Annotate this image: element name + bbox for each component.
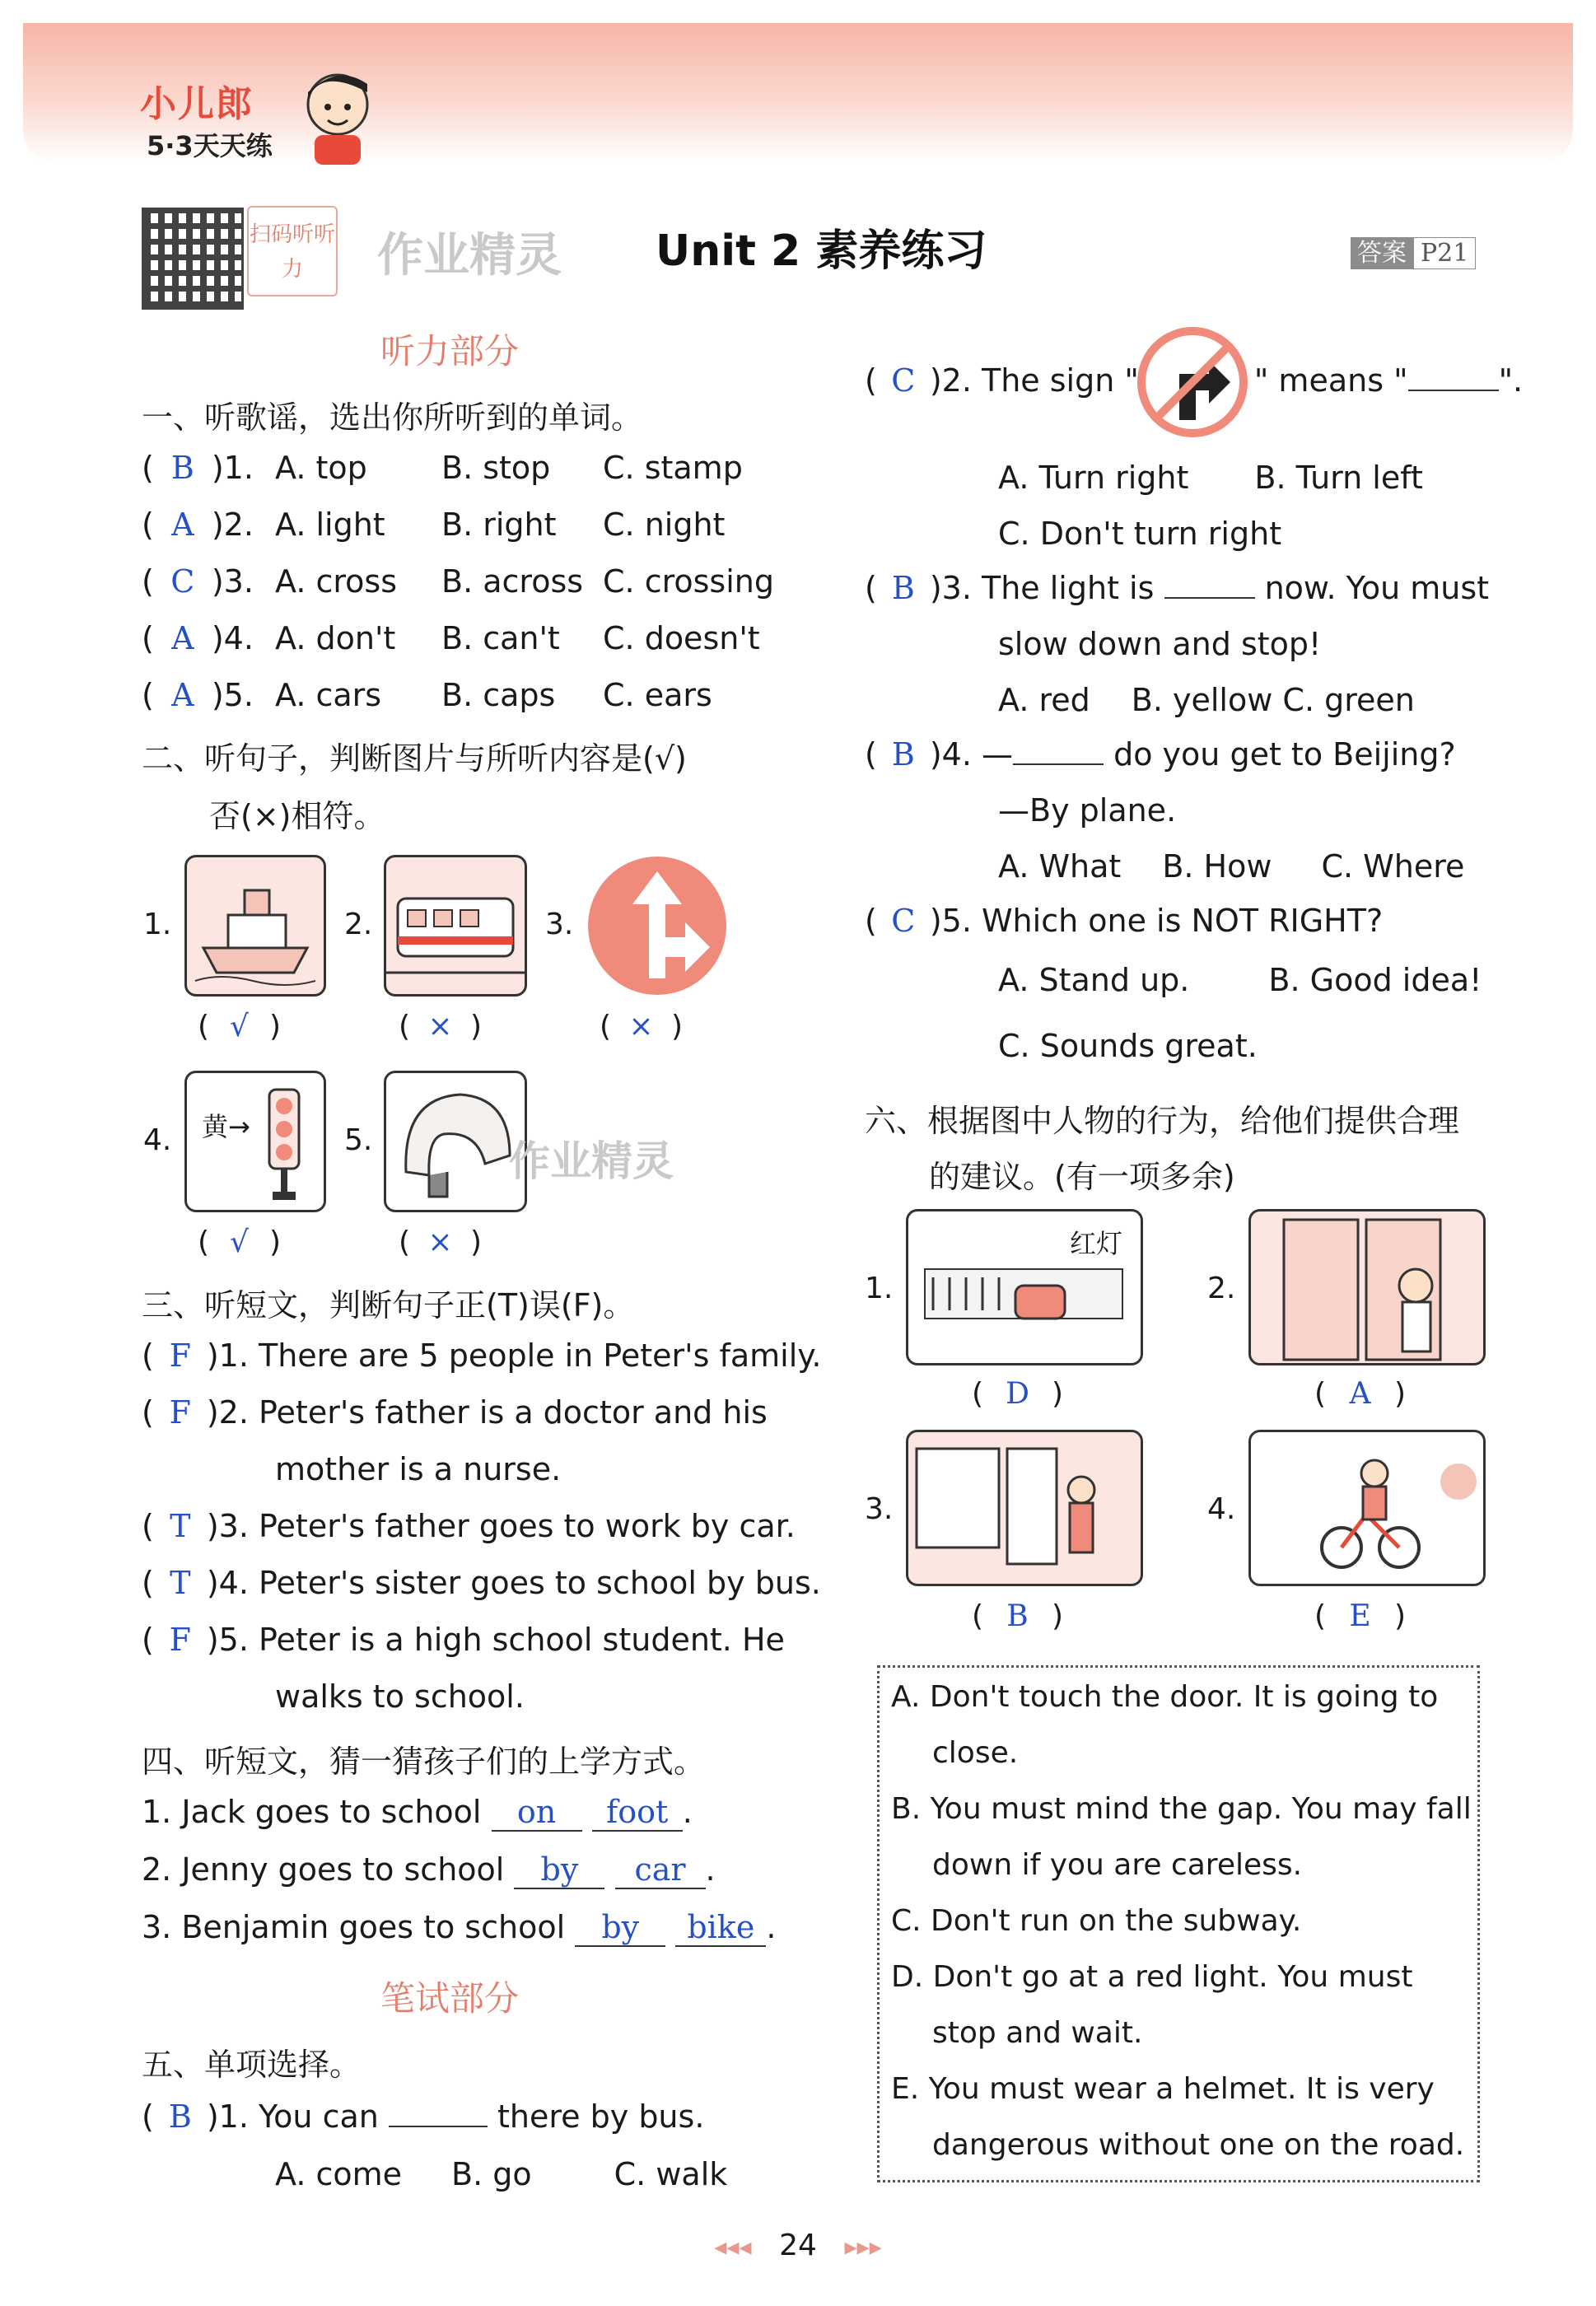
list-item: 3. Benjamin goes to school by bike . — [142, 1909, 777, 1945]
list-item: ( T )3. Peter's father goes to work by car. — [142, 1508, 796, 1544]
option-d: D. Don't go at a red light. You must — [891, 1960, 1413, 1994]
option-b: B. You must mind the gap. You may fall — [891, 1792, 1472, 1826]
pic-number: 2. — [1207, 1272, 1236, 1305]
watermark: 作业精灵 — [509, 1137, 674, 1185]
mascot-icon — [296, 68, 379, 166]
list-item-continued: mother is a nurse. — [275, 1451, 562, 1487]
series-label: 5·3天天练 — [147, 130, 273, 161]
mark-cell: ( D ) — [972, 1377, 1063, 1411]
pic-number: 2. — [344, 908, 373, 941]
question-4-line2: —By plane. — [998, 792, 1177, 829]
question-5-options: A. Stand up. B. Good idea! — [998, 962, 1482, 998]
part6-heading-line2: 的建议。(有一项多余) — [929, 1159, 1235, 1195]
question-1: ( B )1. You can there by bus. — [142, 2098, 705, 2135]
pic-number: 1. — [143, 908, 172, 941]
answer: C — [170, 563, 195, 600]
written-section-title: 笔试部分 — [380, 1978, 520, 2019]
mark-cell: ( A ) — [1314, 1377, 1406, 1411]
ship-icon — [184, 855, 326, 997]
watermark: 作业精灵 — [377, 229, 562, 282]
answer: B — [170, 450, 194, 486]
page-footer — [0, 2229, 1596, 2262]
scan-listen-label: 扫码听听力 — [247, 206, 338, 296]
page-title: Unit 2 素养练习 — [656, 226, 987, 276]
mark-cell: ( × ) — [399, 1225, 482, 1259]
helmet-icon — [384, 1071, 527, 1212]
page-number: 24 — [779, 2229, 817, 2262]
part5-heading: 五、单项选择。 — [142, 2047, 362, 2083]
pic-number: 3. — [865, 1492, 894, 1526]
option-c: C. Don't run on the subway. — [891, 1904, 1302, 1938]
mark-cell: ( × ) — [399, 1010, 482, 1043]
part2-heading-line2: 否(×)相符。 — [209, 798, 385, 834]
list-item: ( A )2. A. light B. right C. night — [142, 506, 726, 543]
list-item: ( B )1. A. top B. stop C. stamp — [142, 450, 743, 486]
list-item: ( A )5. A. cars B. caps C. ears — [142, 677, 712, 713]
answer: A — [171, 677, 194, 713]
pic-number: 5. — [344, 1123, 373, 1157]
question-3: ( B )3. The light is now. You must — [865, 570, 1490, 606]
option-a-cont: close. — [932, 1736, 1019, 1770]
question-4-options: A. What B. How C. Where — [998, 848, 1465, 885]
train-icon — [384, 855, 527, 997]
list-item-continued: walks to school. — [275, 1678, 525, 1715]
mark-cell: ( B ) — [972, 1599, 1063, 1633]
question-3-options: A. red B. yellow C. green — [998, 682, 1415, 718]
part3-heading: 三、听短文，判断句子正(T)误(F)。 — [142, 1287, 635, 1323]
mark-cell: ( × ) — [600, 1010, 683, 1043]
no-right-turn-sign-icon — [1135, 324, 1250, 440]
answer-reference — [1351, 232, 1476, 268]
question-4: ( B )4. — do you get to Beijing? — [865, 736, 1456, 773]
answer-page: P21 — [1413, 237, 1476, 269]
option-a: A. Don't touch the door. It is going to — [891, 1680, 1439, 1714]
pic-number: 3. — [545, 908, 574, 941]
part1-heading: 一、听歌谣，选出你所听到的单词。 — [142, 399, 643, 436]
next-arrows-icon: ▸▸▸ — [844, 2233, 882, 2262]
part6-heading-line1: 六、根据图中人物的行为，给他们提供合理 — [865, 1103, 1460, 1139]
option-e-cont: dangerous without one on the road. — [932, 2128, 1465, 2162]
brand-logo: 小儿郎 — [140, 83, 254, 125]
question-5-option-c: C. Sounds great. — [998, 1028, 1258, 1064]
question-5: ( C )5. Which one is NOT RIGHT? — [865, 903, 1384, 939]
girl-subway-gap-icon — [906, 1430, 1143, 1586]
list-item: ( F )1. There are 5 people in Peter's family. — [142, 1337, 822, 1374]
boy-at-door-icon — [1248, 1209, 1486, 1365]
question-1-options: A. come B. go C. walk — [275, 2156, 728, 2192]
question-2-option-c: C. Don't turn right — [998, 516, 1282, 552]
list-item: ( F )2. Peter's father is a doctor and his — [142, 1394, 768, 1431]
list-item: ( C )3. A. cross B. across C. crossing — [142, 563, 774, 600]
part2-heading-line1: 二、听句子，判断图片与所听内容是(√) — [142, 740, 687, 777]
answer-label: 答案 — [1351, 237, 1413, 269]
list-item: 1. Jack goes to school on foot . — [142, 1794, 693, 1830]
pic-number: 1. — [865, 1272, 894, 1305]
mark-cell: ( √ ) — [198, 1010, 281, 1043]
option-b-cont: down if you are careless. — [932, 1848, 1303, 1882]
answer: A — [171, 620, 194, 656]
girl-on-bike-icon — [1248, 1430, 1486, 1586]
list-item: ( A )4. A. don't B. can't C. doesn't — [142, 620, 760, 656]
turn-right-sign-icon — [586, 855, 728, 997]
question-2-options: A. Turn right B. Turn left — [998, 460, 1423, 496]
question-3-line2: slow down and stop! — [998, 626, 1322, 662]
mark-cell: ( E ) — [1314, 1599, 1406, 1633]
list-item: ( T )4. Peter's sister goes to school by bus. — [142, 1565, 821, 1601]
part4-heading: 四、听短文，猜一猜孩子们的上学方式。 — [142, 1744, 706, 1780]
list-item: ( F )5. Peter is a high school student. He — [142, 1622, 785, 1658]
car-crossing-icon: 红灯 — [906, 1209, 1143, 1365]
mark-cell: ( √ ) — [198, 1225, 281, 1259]
option-d-cont: stop and wait. — [932, 2016, 1143, 2050]
pic-number: 4. — [1207, 1492, 1236, 1526]
traffic-light-icon: 黄→ — [184, 1071, 326, 1212]
qr-code-icon[interactable] — [142, 208, 244, 310]
question-2: ( C )2. The sign " " means " ". — [865, 362, 1524, 399]
listening-section-title: 听力部分 — [380, 331, 520, 371]
list-item: 2. Jenny goes to school by car . — [142, 1851, 716, 1888]
answer: A — [171, 506, 194, 543]
option-e: E. You must wear a helmet. It is very — [891, 2072, 1435, 2106]
prev-arrows-icon: ◂◂◂ — [714, 2233, 752, 2262]
pic-number: 4. — [143, 1123, 172, 1157]
